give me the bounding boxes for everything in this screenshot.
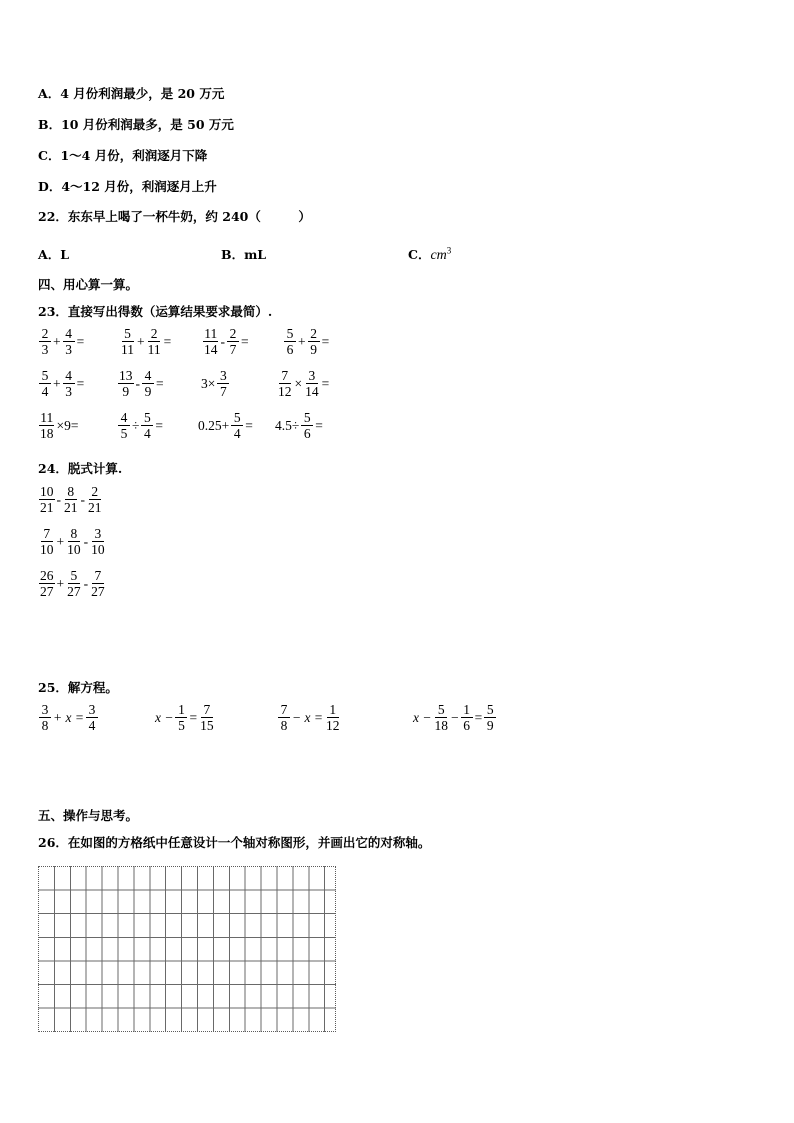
- q24-item-2: 7 10 + $\frac{8}{10}$ - 3 10: [40, 526, 105, 557]
- q23-item-2: 5 11 + $\frac{2}{11}$ =: [121, 326, 172, 357]
- q23-item-10: $\frac{4}{5}$ ÷ $\frac{5}{4}$ =: [117, 410, 164, 441]
- q21-option-d: D．4～12 月份，利润逐月上升: [38, 179, 217, 194]
- q22-option-a: A．L: [38, 247, 69, 262]
- q25-equation-3: 7 8 − x = $\frac{1}{12}$: [277, 702, 341, 733]
- q24-item-1: 10 21 - 8 21 - 2 21: [40, 484, 102, 515]
- q25-equation-4: x − $\frac{5}{18}$ − $\frac{1}{6}$ = $\frac{5}{9}$: [412, 702, 497, 733]
- q21-option-a: A．4 月份利润最少，是 20 万元: [38, 86, 225, 101]
- q26-stem: 26．在如图的方格纸中任意设计一个轴对称图形，并画出它的对称轴。: [38, 835, 431, 850]
- q23-item-12: 4.5÷ $\frac{5}{6}$ =: [275, 410, 323, 441]
- grid-paper[interactable]: [38, 866, 336, 1032]
- q23-stem: 23．直接写出得数（运算结果要求最简）.: [38, 304, 273, 319]
- q23-item-5: 5 4 + $\frac{4}{3}$ =: [38, 368, 85, 399]
- q21-option-c: C．1～4 月份，利润逐月下降: [38, 148, 208, 163]
- q23-item-11: 0.25+ $\frac{5}{4}$ =: [198, 410, 253, 441]
- q23-item-3: 11 14 - $\frac{2}{7}$ =: [204, 326, 249, 357]
- q24-stem: 24．脱式计算.: [38, 461, 123, 476]
- q23-item-9: $\frac{11}{18}$ ×9=: [40, 410, 79, 441]
- q23-item-8: $\frac{7}{12}$ × $\frac{3}{14}$ =: [278, 368, 330, 399]
- q23-item-6: 13 9 - $\frac{4}{9}$ =: [119, 368, 164, 399]
- q25-equation-1: 3 8 + x = $\frac{3}{4}$: [38, 702, 99, 733]
- q23-item-4: 5 6 + $\frac{2}{9}$ =: [283, 326, 330, 357]
- q22-stem: 22．东东早上喝了一杯牛奶，约 240（ ）: [38, 209, 311, 224]
- q22-option-b: B．mL: [221, 247, 267, 262]
- section-5-heading: 五、操作与思考。: [38, 808, 139, 823]
- q22-option-c: C．$cm^3$: [408, 245, 452, 263]
- q23-item-1: 2 3 + $\frac{4}{3}$ =: [38, 326, 85, 357]
- section-4-heading: 四、用心算一算。: [38, 277, 139, 292]
- q25-stem: 25．解方程。: [38, 680, 118, 695]
- q24-item-3: 26 27 + $\frac{5}{27}$ - 7 27: [40, 568, 105, 599]
- q23-item-7: 3× $\frac{3}{7}$: [200, 368, 230, 399]
- q25-equation-2: x − $\frac{1}{5}$ = $\frac{7}{15}$: [155, 702, 214, 733]
- q21-option-b: B．10 月份利润最多，是 50 万元: [38, 117, 234, 132]
